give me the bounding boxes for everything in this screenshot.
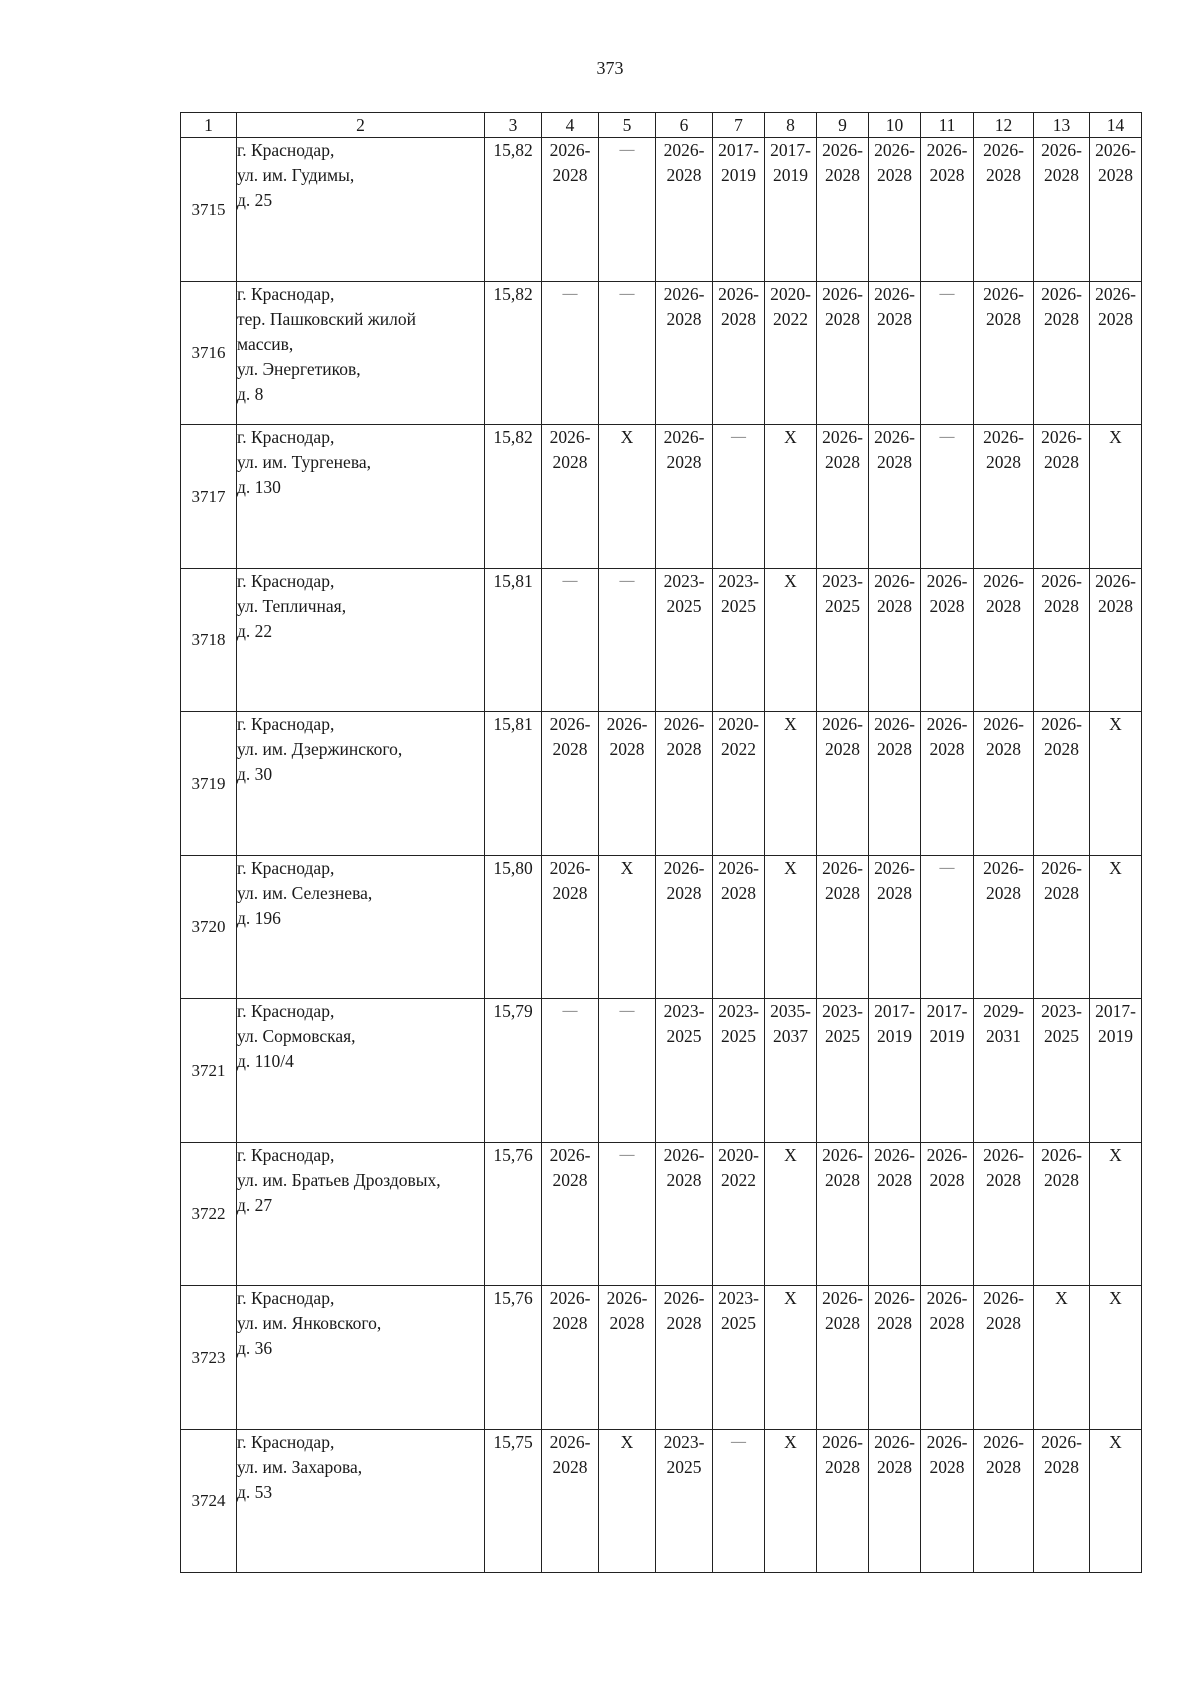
- period-cell: 2035- 2037: [765, 999, 817, 1143]
- address-line: д. 196: [237, 907, 281, 928]
- address-cell: [237, 568, 485, 712]
- period-cell: 2020- 2022: [713, 712, 765, 856]
- period-cell: 2026- 2028: [869, 712, 921, 856]
- period-cell: 2026- 2028: [869, 855, 921, 999]
- row-number: 3720: [181, 855, 237, 999]
- period-cell: 2026- 2028: [869, 1429, 921, 1573]
- period-cell: 2026- 2028: [974, 1142, 1034, 1286]
- period-cell: 2026- 2028: [542, 855, 599, 999]
- period-cell: Х: [599, 855, 656, 999]
- address-cell: [237, 712, 485, 856]
- register-table: [180, 112, 1142, 1573]
- column-header: 1: [181, 113, 237, 138]
- column-header: 7: [713, 113, 765, 138]
- period-cell: 2023- 2025: [713, 999, 765, 1143]
- table-row: [181, 568, 1142, 712]
- period-cell: Х: [1090, 1429, 1142, 1573]
- column-header: 11: [921, 113, 974, 138]
- period-cell: 2023- 2025: [713, 568, 765, 712]
- score-cell: 15,81: [485, 568, 542, 712]
- address-line: д. 27: [237, 1194, 273, 1215]
- row-number: 3721: [181, 999, 237, 1143]
- period-cell: 2026- 2028: [1034, 568, 1090, 712]
- period-cell: Х: [1090, 712, 1142, 856]
- row-number: 3718: [181, 568, 237, 712]
- period-cell: 2023- 2025: [656, 1429, 713, 1573]
- address-line: г. Краснодар,: [237, 1431, 335, 1452]
- address-line: ул. им. Янковского,: [237, 1313, 382, 1333]
- period-cell: 2020- 2022: [713, 1142, 765, 1286]
- address-cell: [237, 138, 485, 282]
- period-cell: 2026- 2028: [542, 1429, 599, 1573]
- address-line: д. 25: [237, 190, 273, 210]
- address-line: г. Краснодар,: [237, 427, 335, 447]
- column-header: 2: [237, 113, 485, 138]
- period-cell: —: [542, 999, 599, 1143]
- table-row: [181, 712, 1142, 856]
- period-cell: 2023- 2025: [656, 568, 713, 712]
- period-cell: Х: [1090, 855, 1142, 999]
- period-cell: 2026- 2028: [542, 425, 599, 569]
- column-header: 3: [485, 113, 542, 138]
- period-cell: 2026- 2028: [542, 138, 599, 282]
- period-cell: 2026- 2028: [869, 281, 921, 425]
- table-row: [181, 1429, 1142, 1573]
- address-line: ул. им. Братьев Дроздовых,: [237, 1169, 441, 1190]
- period-cell: —: [921, 425, 974, 569]
- period-cell: 2026- 2028: [1090, 568, 1142, 712]
- period-cell: 2026- 2028: [1034, 138, 1090, 282]
- period-cell: —: [542, 568, 599, 712]
- period-cell: —: [599, 1142, 656, 1286]
- period-cell: —: [921, 855, 974, 999]
- address-line: г. Краснодар,: [237, 1144, 335, 1165]
- period-cell: Х: [765, 425, 817, 569]
- period-cell: —: [599, 999, 656, 1143]
- period-cell: 2026- 2028: [599, 1286, 656, 1430]
- period-cell: 2026- 2028: [974, 281, 1034, 425]
- address-line: д. 30: [237, 764, 273, 784]
- period-cell: 2026- 2028: [656, 1286, 713, 1430]
- period-cell: —: [542, 281, 599, 425]
- score-cell: 15,76: [485, 1286, 542, 1430]
- period-cell: 2017- 2019: [1090, 999, 1142, 1143]
- address-line: д. 130: [237, 477, 281, 497]
- address-line: д. 53: [237, 1481, 273, 1502]
- row-number: 3723: [181, 1286, 237, 1430]
- table-row: [181, 1142, 1142, 1286]
- period-cell: 2026- 2028: [656, 281, 713, 425]
- address-line: ул. им. Захарова,: [237, 1456, 363, 1477]
- column-header: 12: [974, 113, 1034, 138]
- page-number: 373: [596, 58, 624, 78]
- address-line: г. Краснодар,: [237, 570, 335, 591]
- score-cell: 15,75: [485, 1429, 542, 1573]
- address-line: г. Краснодар,: [237, 1288, 335, 1308]
- period-cell: 2026- 2028: [921, 1286, 974, 1430]
- address-line: ул. Энергетиков,: [237, 358, 361, 379]
- period-cell: 2026- 2028: [1034, 1142, 1090, 1286]
- address-line: д. 36: [237, 1338, 273, 1358]
- address-line: д. 22: [237, 620, 273, 641]
- period-cell: 2020- 2022: [765, 281, 817, 425]
- period-cell: 2026- 2028: [817, 855, 869, 999]
- column-header: 14: [1090, 113, 1142, 138]
- period-cell: 2026- 2028: [921, 138, 974, 282]
- address-line: г. Краснодар,: [237, 140, 335, 160]
- period-cell: Х: [599, 1429, 656, 1573]
- column-header: 13: [1034, 113, 1090, 138]
- address-line: г. Краснодар,: [237, 283, 335, 304]
- period-cell: 2017- 2019: [869, 999, 921, 1143]
- period-cell: 2026- 2028: [542, 1142, 599, 1286]
- period-cell: Х: [1090, 425, 1142, 569]
- score-cell: 15,81: [485, 712, 542, 856]
- period-cell: 2026- 2028: [542, 712, 599, 856]
- period-cell: 2026- 2028: [921, 568, 974, 712]
- address-line: д. 8: [237, 383, 264, 404]
- column-header: 6: [656, 113, 713, 138]
- period-cell: Х: [765, 1286, 817, 1430]
- period-cell: 2026- 2028: [817, 712, 869, 856]
- period-cell: Х: [765, 568, 817, 712]
- period-cell: 2026- 2028: [921, 1429, 974, 1573]
- table-row: [181, 855, 1142, 999]
- period-cell: 2026- 2028: [1034, 1429, 1090, 1573]
- period-cell: 2026- 2028: [1090, 281, 1142, 425]
- address-line: д. 110/4: [237, 1051, 294, 1071]
- period-cell: 2026- 2028: [817, 1286, 869, 1430]
- row-number: 3715: [181, 138, 237, 282]
- period-cell: 2026- 2028: [974, 138, 1034, 282]
- period-cell: 2026- 2028: [869, 425, 921, 569]
- period-cell: 2017- 2019: [713, 138, 765, 282]
- period-cell: 2026- 2028: [869, 1286, 921, 1430]
- score-cell: 15,80: [485, 855, 542, 999]
- period-cell: —: [599, 138, 656, 282]
- address-line: ул. им. Тургенева,: [237, 452, 371, 472]
- score-cell: 15,76: [485, 1142, 542, 1286]
- address-line: ул. им. Селезнева,: [237, 882, 373, 903]
- period-cell: Х: [1090, 1142, 1142, 1286]
- period-cell: 2026- 2028: [656, 138, 713, 282]
- period-cell: Х: [765, 855, 817, 999]
- header-row: [181, 113, 1142, 138]
- period-cell: Х: [765, 1429, 817, 1573]
- column-header: 10: [869, 113, 921, 138]
- period-cell: Х: [1090, 1286, 1142, 1430]
- period-cell: 2026- 2028: [921, 1142, 974, 1286]
- address-cell: [237, 1142, 485, 1286]
- score-cell: 15,82: [485, 425, 542, 569]
- period-cell: 2026- 2028: [713, 855, 765, 999]
- period-cell: —: [713, 425, 765, 569]
- period-cell: 2026- 2028: [599, 712, 656, 856]
- period-cell: Х: [1034, 1286, 1090, 1430]
- address-cell: [237, 855, 485, 999]
- period-cell: 2017- 2019: [765, 138, 817, 282]
- table-row: [181, 999, 1142, 1143]
- period-cell: 2026- 2028: [817, 1429, 869, 1573]
- period-cell: 2026- 2028: [869, 138, 921, 282]
- period-cell: —: [713, 1429, 765, 1573]
- period-cell: 2026- 2028: [974, 712, 1034, 856]
- column-header: 9: [817, 113, 869, 138]
- address-line: г. Краснодар,: [237, 714, 335, 734]
- address-cell: [237, 281, 485, 425]
- period-cell: —: [921, 281, 974, 425]
- period-cell: —: [599, 281, 656, 425]
- period-cell: 2023- 2025: [656, 999, 713, 1143]
- address-line: ул. Сормовская,: [237, 1026, 356, 1046]
- address-line: ул. им. Дзержинского,: [237, 739, 403, 759]
- period-cell: 2026- 2028: [974, 1429, 1034, 1573]
- period-cell: 2023- 2025: [817, 999, 869, 1143]
- period-cell: 2026- 2028: [817, 281, 869, 425]
- period-cell: 2026- 2028: [869, 568, 921, 712]
- period-cell: 2026- 2028: [921, 712, 974, 856]
- column-header: 5: [599, 113, 656, 138]
- address-line: ул. Тепличная,: [237, 595, 347, 616]
- period-cell: 2026- 2028: [974, 1286, 1034, 1430]
- period-cell: —: [599, 568, 656, 712]
- period-cell: 2017- 2019: [921, 999, 974, 1143]
- period-cell: 2026- 2028: [656, 1142, 713, 1286]
- table-row: [181, 281, 1142, 425]
- column-header: 8: [765, 113, 817, 138]
- score-cell: 15,79: [485, 999, 542, 1143]
- period-cell: 2026- 2028: [974, 425, 1034, 569]
- score-cell: 15,82: [485, 138, 542, 282]
- period-cell: 2026- 2028: [1090, 138, 1142, 282]
- period-cell: 2026- 2028: [656, 712, 713, 856]
- row-number: 3722: [181, 1142, 237, 1286]
- address-line: ул. им. Гудимы,: [237, 165, 355, 185]
- period-cell: 2029- 2031: [974, 999, 1034, 1143]
- period-cell: Х: [599, 425, 656, 569]
- row-number: 3717: [181, 425, 237, 569]
- period-cell: 2026- 2028: [542, 1286, 599, 1430]
- score-cell: 15,82: [485, 281, 542, 425]
- period-cell: 2026- 2028: [1034, 281, 1090, 425]
- address-line: тер. Пашковский жилой: [237, 308, 416, 329]
- period-cell: 2026- 2028: [1034, 855, 1090, 999]
- table-row: [181, 425, 1142, 569]
- address-line: г. Краснодар,: [237, 857, 335, 878]
- period-cell: 2026- 2028: [974, 855, 1034, 999]
- period-cell: 2026- 2028: [817, 138, 869, 282]
- period-cell: 2026- 2028: [817, 425, 869, 569]
- row-number: 3724: [181, 1429, 237, 1573]
- address-cell: [237, 1429, 485, 1573]
- row-number: 3719: [181, 712, 237, 856]
- table-row: [181, 138, 1142, 282]
- address-cell: [237, 999, 485, 1143]
- address-cell: [237, 1286, 485, 1430]
- address-line: г. Краснодар,: [237, 1001, 335, 1021]
- period-cell: 2026- 2028: [974, 568, 1034, 712]
- period-cell: 2026- 2028: [1034, 712, 1090, 856]
- address-line: массив,: [237, 333, 294, 354]
- address-cell: [237, 425, 485, 569]
- period-cell: 2023- 2025: [713, 1286, 765, 1430]
- period-cell: 2026- 2028: [869, 1142, 921, 1286]
- period-cell: Х: [765, 1142, 817, 1286]
- period-cell: 2023- 2025: [1034, 999, 1090, 1143]
- period-cell: 2026- 2028: [1034, 425, 1090, 569]
- column-header: 4: [542, 113, 599, 138]
- period-cell: 2026- 2028: [656, 855, 713, 999]
- table-row: [181, 1286, 1142, 1430]
- period-cell: 2026- 2028: [713, 281, 765, 425]
- table-body: [181, 138, 1142, 1573]
- period-cell: 2023- 2025: [817, 568, 869, 712]
- row-number: 3716: [181, 281, 237, 425]
- period-cell: 2026- 2028: [656, 425, 713, 569]
- period-cell: 2026- 2028: [817, 1142, 869, 1286]
- period-cell: Х: [765, 712, 817, 856]
